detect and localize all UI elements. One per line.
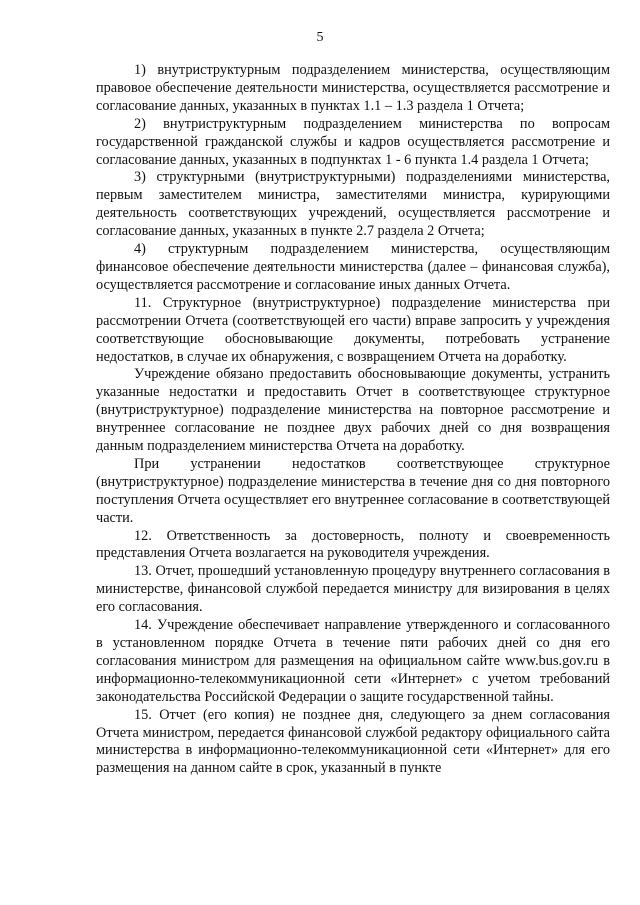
paragraph-2-hr: 2) внутриструктурным подразделением министерства по вопросам государственной гражданской службы и кадров осуществляется рассмотрение и согласование данных, указанных в подпунктах 1 - 6 пункта 1.4 раздела 1 Отчета; bbox=[96, 115, 610, 168]
clause-15: 15. Отчет (его копия) не позднее дня, следующего за днем согласования Отчета министром, передается финансовой службой редактору официального сайта министерства в информационно-телекоммуникационной сети «Интернет» для его размещения на данном сайте в срок, указанный в пункте bbox=[96, 706, 610, 777]
page-number: 5 bbox=[316, 30, 324, 45]
clause-13: 13. Отчет, прошедший установленную процедуру внутреннего согласования в министерстве, финансовой службой передается министру для визирования в целях его согласования. bbox=[96, 563, 610, 616]
clause-11-remediation: При устранении недостатков соответствующее структурное (внутриструктурное) подразделение министерства в течение дня со дня повторного поступления Отчета осуществляет его внутреннее согласование в соответствующей части. bbox=[96, 455, 610, 526]
clause-11: 11. Структурное (внутриструктурное) подразделение министерства при рассмотрении Отчета (соответствующей его части) вправе запросить у учреждения соответствующие обосновывающие документы, потребовать устранение недостатков, в случае их обнаружения, с возвращением Отчета на доработку. bbox=[96, 294, 610, 365]
paragraph-1-legal: 1) внутриструктурным подразделением министерства, осуществляющим правовое обеспечение деятельности министерства, осуществляется рассмотрение и согласование данных, указанных в пунктах 1.1 – 1.3 раздела 1 Отчета; bbox=[96, 62, 610, 114]
clause-14: 14. Учреждение обеспечивает направление утвержденного и согласованного в установленном порядке Отчета в течение пяти рабочих дней со дня его согласования министром для размещения на официальном сайте www.bus.gov.ru в информационно-телекоммуникационной сети «Интернет» с учетом требований законодательства Российской Федерации о защите государственной тайны. bbox=[96, 617, 610, 705]
clause-12: 12. Ответственность за достоверность, полноту и своевременность представления Отчета возлагается на руководителя учреждения. bbox=[96, 527, 610, 562]
clause-11-institution-duty: Учреждение обязано предоставить обосновывающие документы, устранить указанные недостатки и предоставить Отчет в соответствующее структурное (внутриструктурное) подразделение министерства на повторное рассмотрение и внутреннее согласование не позднее двух рабочих дней со дня возвращения данным подразделением министерства Отчета на доработку. bbox=[96, 366, 610, 455]
document-body bbox=[96, 62, 610, 778]
paragraph-4-finance: 4) структурным подразделением министерства, осуществляющим финансовое обеспечение деятельности министерства (далее – финансовая служба), осуществляется рассмотрение и согласование иных данных Отчета. bbox=[96, 241, 610, 293]
paragraph-3-structural-units: 3) структурными (внутриструктурными) подразделениями министерства, первым заместителем министра, заместителями министра, курирующими деятельность соответствующих учреждений, осуществляется рассмотрение и согласование данных, указанных в пункте 2.7 раздела 2 Отчета; bbox=[96, 169, 610, 240]
